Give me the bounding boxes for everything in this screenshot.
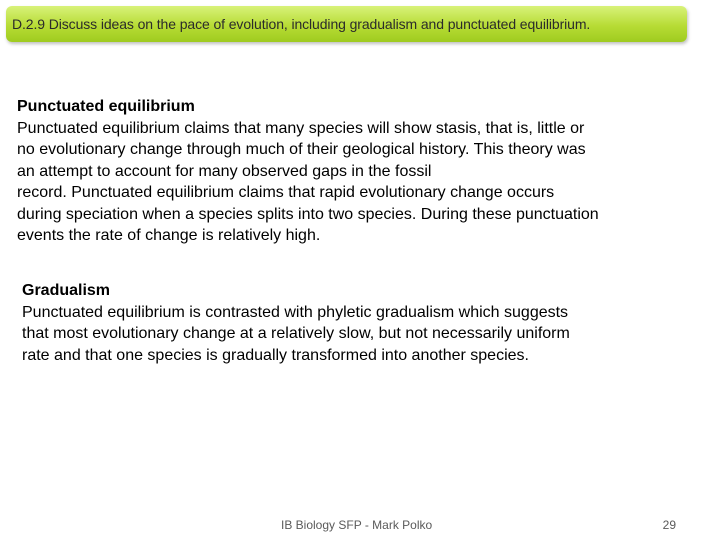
body-line: Punctuated equilibrium is contrasted with phyletic gradualism which suggests (22, 303, 569, 321)
body-line: rate and that one species is gradually transformed into another species. (22, 346, 529, 364)
body-line: Punctuated equilibrium claims that many species will show stasis, that is, little or (17, 119, 585, 137)
section-punctuated-equilibrium (17, 96, 687, 247)
body-line: no evolutionary change through much of their geological history. This theory was (17, 141, 586, 158)
body-line: during speciation when a species splits into two species. During these punctuation (17, 205, 599, 223)
slide-title: D.2.9 Discuss ideas on the pace of evolution, including gradualism and punctuated equilibrium. (12, 16, 591, 32)
section-heading: Punctuated equilibrium (17, 98, 195, 115)
body-line: record. Punctuated equilibrium claims that rapid evolutionary change occurs (17, 184, 555, 201)
title-bar (6, 6, 687, 42)
body-line: events the rate of change is relatively high. (17, 227, 321, 244)
body-line: that most evolutionary change at a relatively slow, but not necessarily uniform (22, 325, 570, 342)
body-line: an attempt to account for many observed gaps in the fossil (17, 162, 432, 180)
section-gradualism (22, 280, 672, 366)
section-heading: Gradualism (22, 282, 111, 299)
page-number: 29 (662, 518, 676, 532)
footer-text: IB Biology SFP - Mark Polko (281, 518, 433, 532)
